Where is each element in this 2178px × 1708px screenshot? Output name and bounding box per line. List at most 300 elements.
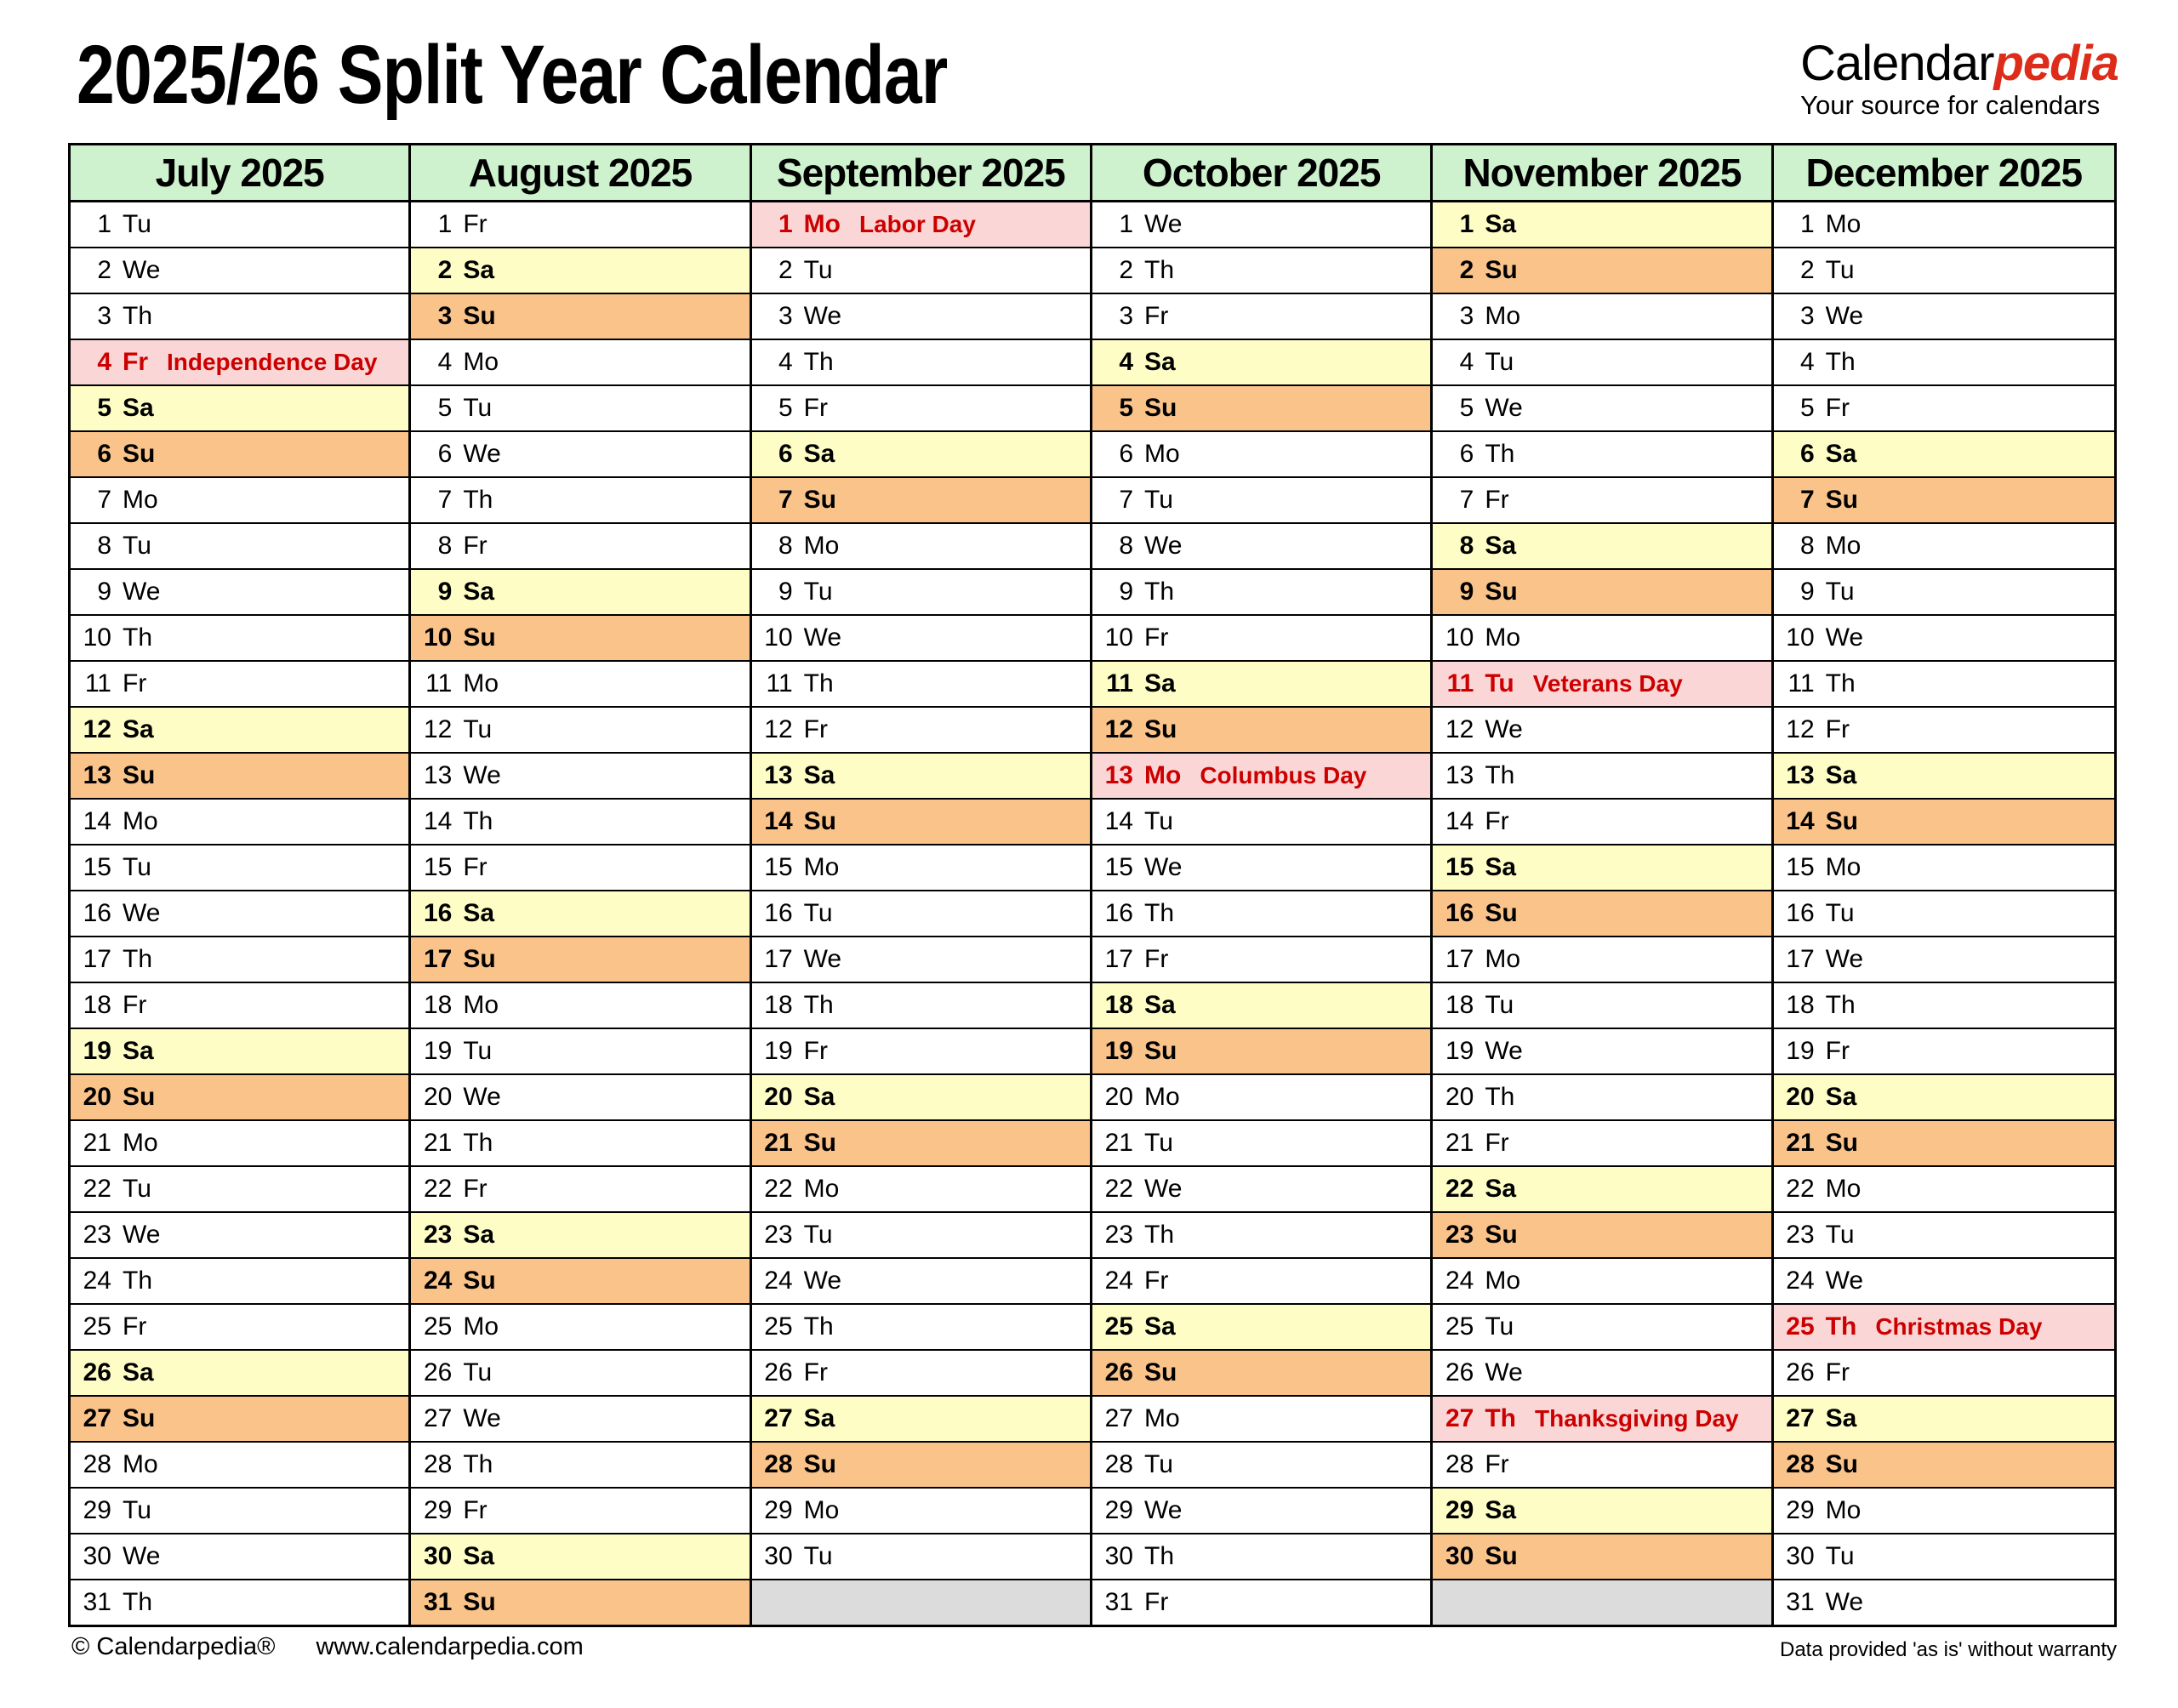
day-number: 23 (1445, 1221, 1474, 1249)
day-number: 28 (1786, 1450, 1815, 1478)
day-number: 20 (423, 1083, 453, 1111)
day-number: 15 (423, 853, 453, 881)
day-number: 23 (764, 1221, 793, 1249)
day-number: 22 (1104, 1175, 1133, 1203)
day-number: 24 (423, 1267, 453, 1295)
day-number: 16 (83, 899, 111, 927)
day-number: 4 (437, 348, 453, 376)
day-number: 24 (1104, 1267, 1133, 1295)
weekday-label: Mo (1485, 623, 1521, 652)
weekday-label: Tu (1485, 991, 1514, 1019)
day-number: 7 (778, 486, 793, 514)
weekday-label: Tu (463, 1358, 493, 1386)
weekday-label: Tu (1144, 807, 1173, 835)
day-cell (1774, 1213, 2114, 1259)
weekday-label: Th (1825, 348, 1856, 376)
weekday-label: We (1825, 302, 1864, 330)
day-number: 22 (1445, 1175, 1474, 1203)
day-number: 22 (83, 1175, 111, 1203)
day-number: 25 (764, 1312, 793, 1341)
day-number: 13 (1104, 761, 1133, 789)
weekday-label: Mo (803, 532, 840, 560)
day-number: 30 (1445, 1542, 1474, 1570)
weekday-label: Fr (1144, 302, 1169, 330)
day-number: 9 (778, 578, 793, 606)
day-cell (411, 1397, 749, 1443)
weekday-label: Su (1485, 256, 1518, 284)
day-cell (1092, 983, 1430, 1029)
weekday-label: Th (463, 1129, 493, 1157)
weekday-label: We (803, 1267, 842, 1295)
day-number: 9 (1799, 578, 1815, 606)
day-number: 3 (1799, 302, 1815, 330)
weekday-label: Fr (1144, 1588, 1169, 1616)
day-cell (71, 432, 408, 478)
weekday-label: Sa (463, 256, 495, 284)
weekday-label: Tu (123, 853, 151, 881)
weekday-label: Tu (1825, 1542, 1855, 1570)
day-number: 7 (1799, 486, 1815, 514)
day-cell (1433, 708, 1770, 754)
day-cell (752, 662, 1090, 708)
weekday-label: Su (1144, 1358, 1177, 1386)
day-cell (71, 1489, 408, 1534)
day-number: 12 (764, 715, 793, 743)
day-number: 21 (83, 1129, 111, 1157)
day-number: 20 (1786, 1083, 1815, 1111)
day-number: 27 (1445, 1404, 1474, 1432)
weekday-label: We (123, 1542, 161, 1570)
weekday-label: Su (1825, 1450, 1858, 1478)
weekday-label: Mo (1825, 210, 1862, 238)
day-cell (752, 983, 1090, 1029)
weekday-label: Su (1825, 807, 1858, 835)
day-cell (1092, 800, 1430, 845)
day-cell (1433, 1121, 1770, 1167)
day-number: 15 (83, 853, 111, 881)
weekday-label: Sa (463, 1542, 495, 1570)
weekday-label: Th (123, 302, 153, 330)
day-number: 4 (97, 348, 111, 376)
weekday-label: We (1144, 853, 1183, 881)
day-cell (752, 386, 1090, 432)
day-number: 8 (1799, 532, 1815, 560)
month-column (752, 145, 1092, 1625)
day-cell (71, 1443, 408, 1489)
day-number: 29 (1104, 1496, 1133, 1524)
day-cell (752, 1121, 1090, 1167)
weekday-label: Sa (123, 1037, 154, 1065)
day-cell (752, 616, 1090, 662)
weekday-label: Th (123, 945, 153, 973)
day-cell (1433, 524, 1770, 570)
day-number: 17 (764, 945, 793, 973)
day-number: 7 (1119, 486, 1133, 514)
logo-wordmark (1800, 37, 2118, 91)
weekday-label: Th (1144, 1221, 1175, 1249)
day-number: 30 (83, 1542, 111, 1570)
day-number: 21 (764, 1129, 793, 1157)
day-cell (1092, 1075, 1430, 1121)
day-cell (411, 1534, 749, 1580)
day-number: 4 (1119, 348, 1133, 376)
weekday-label: We (1144, 532, 1183, 560)
day-cell (1433, 1259, 1770, 1305)
weekday-label: Sa (123, 1358, 154, 1386)
weekday-label: We (1144, 1175, 1183, 1203)
weekday-label: We (123, 578, 161, 606)
weekday-label: Th (1485, 1083, 1515, 1111)
day-number: 18 (423, 991, 453, 1019)
day-cell (1774, 708, 2114, 754)
day-number: 21 (1104, 1129, 1133, 1157)
day-number: 19 (1445, 1037, 1474, 1065)
weekday-label: Sa (1485, 1175, 1517, 1203)
weekday-label: Tu (1485, 348, 1514, 376)
day-number: 2 (1799, 256, 1815, 284)
day-cell (1774, 524, 2114, 570)
weekday-label: Fr (1825, 394, 1850, 422)
day-cell (1774, 845, 2114, 891)
day-number: 21 (1786, 1129, 1815, 1157)
weekday-label: Th (123, 623, 153, 652)
weekday-label: Mo (1485, 945, 1521, 973)
day-number: 11 (766, 669, 793, 697)
weekday-label: Sa (1485, 532, 1517, 560)
weekday-label: Tu (1825, 578, 1855, 606)
day-number: 7 (97, 486, 111, 514)
day-number: 10 (83, 623, 111, 652)
weekday-label: Mo (803, 1496, 840, 1524)
empty-cell (752, 1580, 1090, 1625)
day-cell (752, 937, 1090, 983)
day-cell (1092, 1580, 1430, 1625)
weekday-label: Tu (803, 1542, 833, 1570)
day-number: 31 (423, 1588, 453, 1616)
weekday-label: Fr (463, 532, 487, 560)
day-cell (71, 754, 408, 800)
day-cell (411, 983, 749, 1029)
day-number: 23 (1104, 1221, 1133, 1249)
day-cell (1774, 1259, 2114, 1305)
day-cell (1774, 570, 2114, 616)
day-number: 14 (423, 807, 453, 835)
weekday-label: We (1144, 1496, 1183, 1524)
day-cell (411, 800, 749, 845)
day-number: 24 (1445, 1267, 1474, 1295)
day-number: 6 (1799, 440, 1815, 468)
weekday-label: We (803, 302, 842, 330)
day-number: 5 (1459, 394, 1474, 422)
day-cell (1774, 891, 2114, 937)
day-number: 22 (764, 1175, 793, 1203)
day-cell (1092, 754, 1430, 800)
day-cell (71, 570, 408, 616)
day-number: 6 (778, 440, 793, 468)
day-number: 8 (1459, 532, 1474, 560)
weekday-label: Sa (1485, 210, 1517, 238)
weekday-label: Su (1825, 1129, 1858, 1157)
day-number: 12 (1445, 715, 1474, 743)
day-cell (71, 891, 408, 937)
day-number: 1 (778, 210, 793, 238)
weekday-label: Th (1825, 991, 1856, 1019)
copyright-text: © Calendarpedia® (71, 1633, 276, 1660)
day-number: 31 (1786, 1588, 1815, 1616)
day-cell (1433, 1489, 1770, 1534)
day-cell (1433, 800, 1770, 845)
day-number: 12 (1104, 715, 1133, 743)
day-cell (71, 1580, 408, 1625)
day-cell (411, 202, 749, 248)
day-number: 30 (1104, 1542, 1133, 1570)
day-cell (1433, 662, 1770, 708)
weekday-label: Sa (463, 578, 495, 606)
day-cell (1774, 1397, 2114, 1443)
day-number: 26 (1445, 1358, 1474, 1386)
day-number: 18 (1786, 991, 1815, 1019)
day-number: 12 (1786, 715, 1815, 743)
day-number: 23 (423, 1221, 453, 1249)
empty-cell (1433, 1580, 1770, 1625)
weekday-label: We (803, 945, 842, 973)
day-cell (71, 1029, 408, 1075)
weekday-label: Tu (1144, 1450, 1173, 1478)
day-cell (1433, 294, 1770, 340)
weekday-label: Tu (1825, 256, 1855, 284)
holiday-label: Columbus Day (1200, 762, 1367, 789)
day-cell (1774, 1534, 2114, 1580)
day-cell (1433, 983, 1770, 1029)
weekday-label: Fr (803, 715, 828, 743)
day-cell (1433, 340, 1770, 386)
day-number: 13 (1445, 761, 1474, 789)
day-number: 3 (1119, 302, 1133, 330)
day-cell (752, 1167, 1090, 1213)
day-number: 3 (778, 302, 793, 330)
day-cell (752, 294, 1090, 340)
weekday-label: Mo (1144, 761, 1182, 789)
day-number: 26 (423, 1358, 453, 1386)
day-cell (71, 800, 408, 845)
day-number: 30 (764, 1542, 793, 1570)
weekday-label: We (463, 440, 501, 468)
weekday-label: Fr (123, 348, 148, 376)
day-cell (1092, 616, 1430, 662)
day-cell (1092, 1489, 1430, 1534)
day-cell (1092, 386, 1430, 432)
day-number: 21 (423, 1129, 453, 1157)
weekday-label: Mo (1144, 440, 1180, 468)
weekday-label: We (1825, 1588, 1864, 1616)
day-number: 6 (1119, 440, 1133, 468)
day-cell (71, 202, 408, 248)
day-cell (1774, 1305, 2114, 1351)
day-number: 19 (1104, 1037, 1133, 1065)
day-number: 14 (764, 807, 793, 835)
day-number: 8 (1119, 532, 1133, 560)
day-cell (1774, 248, 2114, 294)
day-cell (71, 248, 408, 294)
day-cell (1092, 294, 1430, 340)
weekday-label: Mo (463, 991, 499, 1019)
weekday-label: Su (803, 807, 836, 835)
weekday-label: Su (1144, 1037, 1177, 1065)
day-number: 3 (97, 302, 111, 330)
weekday-label: We (1485, 715, 1523, 743)
weekday-label: Sa (1825, 761, 1857, 789)
month-column (1092, 145, 1433, 1625)
weekday-label: Sa (1485, 853, 1517, 881)
day-cell (1774, 1489, 2114, 1534)
day-number: 1 (1459, 210, 1474, 238)
day-cell (71, 524, 408, 570)
day-cell (1092, 340, 1430, 386)
weekday-label: Su (803, 1450, 836, 1478)
day-number: 31 (83, 1588, 111, 1616)
weekday-label: Mo (803, 1175, 840, 1203)
day-cell (1433, 937, 1770, 983)
weekday-label: Mo (1144, 1404, 1180, 1432)
day-number: 4 (1799, 348, 1815, 376)
logo-tagline: Your source for calendars (1800, 89, 2101, 120)
weekday-label: Sa (463, 899, 495, 927)
footer-disclaimer: Data provided 'as is' without warranty (1779, 1638, 2117, 1661)
day-cell (752, 708, 1090, 754)
day-cell (1092, 937, 1430, 983)
day-cell (1433, 891, 1770, 937)
weekday-label: Sa (123, 394, 154, 422)
day-number: 27 (83, 1404, 111, 1432)
weekday-label: Tu (123, 1496, 151, 1524)
month-column (411, 145, 751, 1625)
weekday-label: Mo (463, 1312, 499, 1341)
weekday-label: We (1825, 1267, 1864, 1295)
weekday-label: Su (463, 1588, 496, 1616)
day-cell (752, 432, 1090, 478)
weekday-label: Sa (803, 440, 835, 468)
website-link[interactable]: www.calendarpedia.com (316, 1633, 584, 1660)
weekday-label: Fr (1825, 715, 1850, 743)
weekday-label: Mo (803, 853, 840, 881)
day-cell (1433, 478, 1770, 524)
day-number: 10 (423, 623, 453, 652)
day-cell (1092, 662, 1430, 708)
weekday-label: Su (1485, 899, 1518, 927)
day-cell (71, 983, 408, 1029)
weekday-label: Th (1485, 761, 1515, 789)
day-cell (1092, 1121, 1430, 1167)
weekday-label: Su (463, 1267, 496, 1295)
weekday-label: Mo (123, 486, 158, 514)
day-cell (1092, 1351, 1430, 1397)
day-number: 22 (423, 1175, 453, 1203)
day-number: 16 (1104, 899, 1133, 927)
day-number: 20 (764, 1083, 793, 1111)
day-number: 6 (437, 440, 453, 468)
day-number: 5 (97, 394, 111, 422)
day-cell (1092, 1167, 1430, 1213)
weekday-label: Su (463, 945, 496, 973)
day-number: 5 (1119, 394, 1133, 422)
day-cell (1092, 1029, 1430, 1075)
weekday-label: Sa (1485, 1496, 1517, 1524)
day-number: 20 (83, 1083, 111, 1111)
day-cell (1433, 1305, 1770, 1351)
weekday-label: Th (1485, 440, 1515, 468)
day-cell (1092, 524, 1430, 570)
day-cell (1774, 202, 2114, 248)
day-number: 25 (1104, 1312, 1133, 1341)
day-number: 25 (1786, 1312, 1815, 1341)
day-cell (1774, 662, 2114, 708)
day-number: 25 (423, 1312, 453, 1341)
day-cell (411, 891, 749, 937)
weekday-label: Sa (803, 761, 835, 789)
weekday-label: Fr (1485, 1129, 1509, 1157)
day-number: 5 (1799, 394, 1815, 422)
weekday-label: Th (1825, 1312, 1857, 1341)
weekday-label: Fr (1144, 945, 1169, 973)
footer-copyright (71, 1633, 584, 1661)
day-number: 4 (1459, 348, 1474, 376)
weekday-label: Fr (463, 210, 487, 238)
day-number: 26 (1786, 1358, 1815, 1386)
weekday-label: Su (123, 440, 156, 468)
day-number: 2 (437, 256, 453, 284)
weekday-label: Mo (463, 669, 499, 697)
day-cell (1774, 386, 2114, 432)
day-cell (411, 1443, 749, 1489)
day-number: 17 (1445, 945, 1474, 973)
day-number: 19 (764, 1037, 793, 1065)
day-number: 11 (425, 669, 453, 697)
day-number: 7 (1459, 486, 1474, 514)
day-cell (71, 1397, 408, 1443)
day-cell (1092, 1305, 1430, 1351)
day-number: 17 (1104, 945, 1133, 973)
day-number: 26 (83, 1358, 111, 1386)
day-number: 1 (1799, 210, 1815, 238)
weekday-label: Fr (803, 1358, 828, 1386)
calendar-table (68, 143, 2117, 1627)
day-number: 1 (97, 210, 111, 238)
weekday-label: We (803, 623, 842, 652)
day-number: 1 (1119, 210, 1133, 238)
weekday-label: Th (1144, 256, 1175, 284)
day-cell (1092, 248, 1430, 294)
weekday-label: Mo (1485, 302, 1521, 330)
weekday-label: We (1144, 210, 1183, 238)
day-number: 9 (437, 578, 453, 606)
day-number: 8 (778, 532, 793, 560)
day-cell (411, 616, 749, 662)
day-number: 10 (1104, 623, 1133, 652)
day-cell (411, 754, 749, 800)
day-cell (752, 1489, 1090, 1534)
month-header: October 2025 (1092, 145, 1430, 202)
day-cell (752, 1351, 1090, 1397)
day-cell (1433, 1213, 1770, 1259)
day-number: 20 (1104, 1083, 1133, 1111)
day-cell (1433, 616, 1770, 662)
day-cell (1774, 1121, 2114, 1167)
day-cell (71, 1121, 408, 1167)
day-cell (1433, 432, 1770, 478)
weekday-label: Tu (1825, 899, 1855, 927)
day-cell (71, 937, 408, 983)
day-cell (411, 937, 749, 983)
